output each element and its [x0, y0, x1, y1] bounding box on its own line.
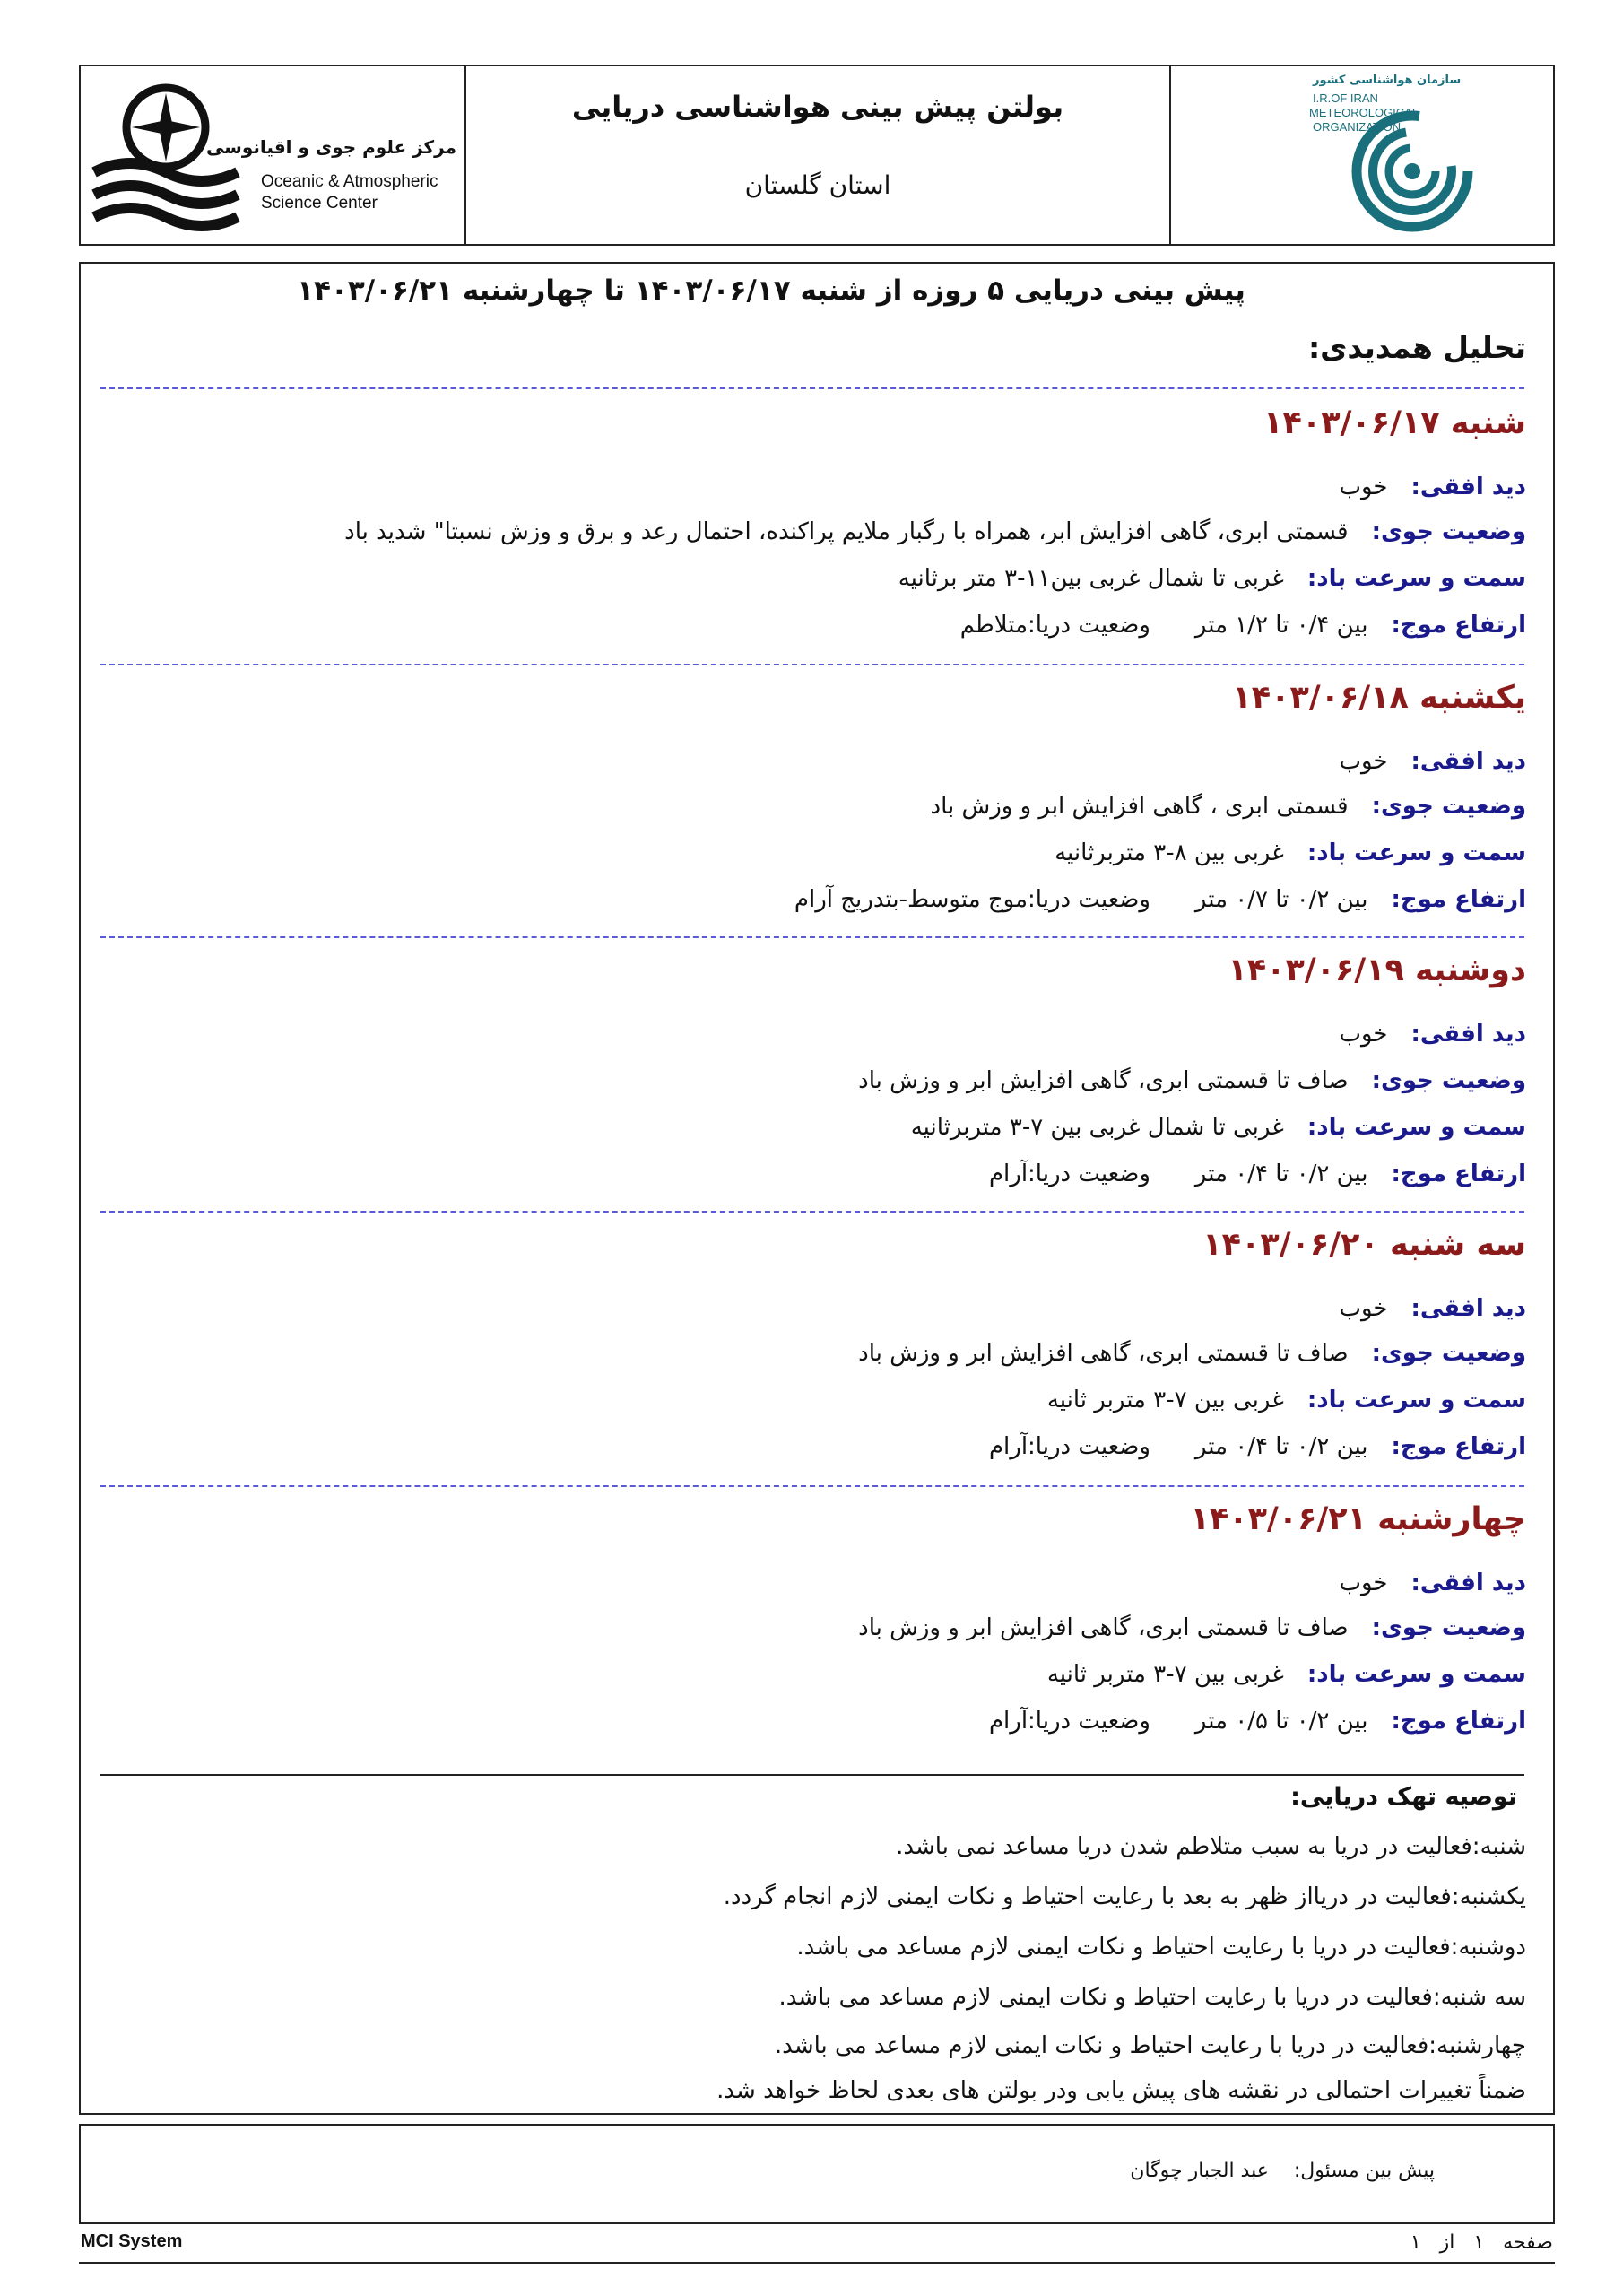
weather-row	[344, 518, 1526, 545]
weather-label: وضعیت جوی:	[1371, 1340, 1526, 1367]
weather-value: صاف تا قسمتی ابری، گاهی افزایش ابر و وزش باد	[858, 1067, 1349, 1094]
forecaster-name: عبد الجبار چوگان	[1130, 2160, 1269, 2182]
visibility-label: دید افقی:	[1410, 748, 1526, 775]
visibility-row	[1339, 1295, 1526, 1322]
wave-value: بین ۰/۴ تا ۱/۲ متر	[1194, 612, 1368, 639]
sea-state: وضعیت دریا:آرام	[988, 1433, 1150, 1460]
wind-row	[1047, 1661, 1526, 1688]
advice-title: توصیه تهک دریایی:	[1290, 1783, 1517, 1811]
advice-line: سه شنبه:فعالیت در دریا با رعایت احتیاط و نکات ایمنی لازم مساعد می باشد.	[778, 1984, 1526, 2011]
irimo-line1: I.R.OF IRAN	[1313, 91, 1378, 105]
wave-value: بین ۰/۲ تا ۰/۴ متر	[1194, 1433, 1368, 1460]
weather-label: وضعیت جوی:	[1371, 518, 1526, 545]
weather-label: وضعیت جوی:	[1371, 1614, 1526, 1641]
forecaster-label: پیش بین مسئول:	[1293, 2160, 1435, 2182]
wind-row	[1047, 1387, 1526, 1413]
advice-line: یکشنبه:فعالیت در دریااز ظهر به بعد با رعایت احتیاط و نکات ایمنی لازم انجام گردد.	[723, 1883, 1526, 1910]
sea-state: وضعیت دریا:متلاطم	[959, 612, 1150, 639]
wind-value: غربی تا شمال غربی بین۱۱-۳ متر برثانیه	[898, 565, 1284, 592]
sea-state: وضعیت دریا:آرام	[988, 1708, 1150, 1735]
day-title: یکشنبه ۱۴۰۳/۰۶/۱۸	[1232, 680, 1526, 716]
weather-value: صاف تا قسمتی ابری، گاهی افزایش ابر و وزش باد	[858, 1340, 1349, 1367]
oasc-name-fa: مرکز علوم جوی و اقیانوسی	[205, 136, 456, 158]
separator	[100, 1485, 1524, 1487]
visibility-row	[1339, 1570, 1526, 1596]
wind-value: غربی بین ۷-۳ متربر ثانیه	[1046, 1387, 1284, 1413]
visibility-value: خوب	[1339, 474, 1388, 500]
visibility-label: دید افقی:	[1410, 1021, 1526, 1048]
oasc-name-en-1: Oceanic & Atmospheric	[261, 172, 438, 191]
oasc-name-en-2: Science Center	[261, 194, 378, 213]
wave-row	[960, 612, 1526, 639]
bottom-rule	[79, 2262, 1555, 2264]
advice-line: چهارشنبه:فعالیت در دریا با رعایت احتیاط و نکات ایمنی لازم مساعد می باشد.	[774, 2032, 1526, 2059]
visibility-value: خوب	[1339, 1021, 1388, 1048]
wave-value: بین ۰/۲ تا ۰/۴ متر	[1194, 1161, 1368, 1187]
visibility-label: دید افقی:	[1410, 474, 1526, 500]
sea-state: وضعیت دریا:آرام	[988, 1161, 1150, 1187]
bulletin-title: بولتن پیش بینی هواشناسی دریایی	[571, 90, 1064, 124]
visibility-label: دید افقی:	[1410, 1570, 1526, 1596]
visibility-row	[1339, 1021, 1526, 1048]
wind-row	[911, 1114, 1526, 1141]
wave-row	[989, 1708, 1526, 1735]
wind-label: سمت و سرعت باد:	[1306, 565, 1526, 592]
advice-separator	[100, 1774, 1524, 1776]
wave-label: ارتفاع موج:	[1391, 1708, 1526, 1735]
irimo-name-fa: سازمان هواشناسی کشور	[1313, 74, 1462, 87]
wave-label: ارتفاع موج:	[1391, 1433, 1526, 1460]
visibility-label: دید افقی:	[1410, 1295, 1526, 1322]
visibility-row	[1339, 748, 1526, 775]
weather-label: وضعیت جوی:	[1371, 793, 1526, 820]
province-name: استان گلستان	[744, 170, 891, 200]
forecaster-line	[942, 2160, 1435, 2182]
wind-label: سمت و سرعت باد:	[1306, 1114, 1526, 1141]
weather-value: قسمتی ابری ، گاهی افزایش ابر و وزش باد	[930, 793, 1349, 820]
weather-value: قسمتی ابری، گاهی افزایش ابر، همراه با رگبار ملایم پراکنده، احتمال رعد و برق و وزش نسبتا" شدید باد	[344, 518, 1349, 545]
system-name: MCI System	[81, 2231, 183, 2251]
advice-line: ضمناً تغییرات احتمالی در نقشه های پیش یابی ودر بولتن های بعدی لحاظ خواهد شد.	[716, 2077, 1526, 2104]
visibility-value: خوب	[1339, 1295, 1388, 1322]
weather-label: وضعیت جوی:	[1371, 1067, 1526, 1094]
sea-state: وضعیت دریا:موج متوسط-بتدریج آرام	[794, 886, 1150, 913]
separator	[100, 664, 1524, 665]
wave-label: ارتفاع موج:	[1391, 612, 1526, 639]
separator	[100, 936, 1524, 938]
wind-label: سمت و سرعت باد:	[1306, 1661, 1526, 1688]
wind-value: غربی بین ۷-۳ متربر ثانیه	[1046, 1661, 1284, 1688]
separator	[100, 1211, 1524, 1213]
wind-label: سمت و سرعت باد:	[1306, 839, 1526, 866]
wave-row	[989, 1161, 1526, 1187]
irimo-emblem-icon	[1345, 104, 1480, 239]
separator	[100, 387, 1524, 389]
irimo-line3: ORGANIZATION	[1313, 120, 1401, 134]
page-number: صفحه ۱ از ۱	[1410, 2231, 1553, 2254]
irimo-logo	[1291, 72, 1506, 239]
wave-row	[794, 886, 1526, 913]
wave-label: ارتفاع موج:	[1391, 886, 1526, 913]
visibility-row	[1339, 474, 1526, 500]
wave-value: بین ۰/۲ تا ۰/۵ متر	[1194, 1708, 1368, 1735]
irimo-line2: METEOROLOGICAL	[1309, 106, 1419, 119]
weather-row	[931, 793, 1527, 820]
wave-label: ارتفاع موج:	[1391, 1161, 1526, 1187]
weather-value: صاف تا قسمتی ابری، گاهی افزایش ابر و وزش باد	[858, 1614, 1349, 1641]
day-title: سه شنبه ۱۴۰۳/۰۶/۲۰	[1202, 1227, 1526, 1263]
advice-line: شنبه:فعالیت در دریا به سبب متلاطم شدن دریا مساعد نمی باشد.	[896, 1833, 1526, 1860]
weather-row	[858, 1067, 1526, 1094]
visibility-value: خوب	[1339, 748, 1388, 775]
oasc-logo	[85, 74, 462, 235]
day-title: چهارشنبه ۱۴۰۳/۰۶/۲۱	[1190, 1501, 1526, 1537]
day-title: دوشنبه ۱۴۰۳/۰۶/۱۹	[1228, 952, 1526, 988]
header-divider-right	[1169, 65, 1171, 246]
wind-value: غربی بین ۸-۳ متربرثانیه	[1055, 839, 1284, 866]
advice-line: دوشنبه:فعالیت در دریا با رعایت احتیاط و نکات ایمنی لازم مساعد می باشد.	[796, 1934, 1526, 1961]
wind-value: غربی تا شمال غربی بین ۷-۳ متربرثانیه	[910, 1114, 1284, 1141]
wave-value: بین ۰/۲ تا ۰/۷ متر	[1194, 886, 1368, 913]
weather-row	[858, 1340, 1526, 1367]
visibility-value: خوب	[1339, 1570, 1388, 1596]
forecast-heading: پیش بینی دریایی ۵ روزه از شنبه ۱۴۰۳/۰۶/۱۷ تا چهارشنبه ۱۴۰۳/۰۶/۲۱	[297, 274, 1245, 307]
synoptic-label: تحلیل همدیدی:	[1307, 330, 1526, 365]
day-title: شنبه ۱۴۰۳/۰۶/۱۷	[1263, 405, 1526, 441]
wind-label: سمت و سرعت باد:	[1306, 1387, 1526, 1413]
weather-row	[858, 1614, 1526, 1641]
wave-row	[989, 1433, 1526, 1460]
wind-row	[1055, 839, 1526, 866]
wind-row	[898, 565, 1526, 592]
